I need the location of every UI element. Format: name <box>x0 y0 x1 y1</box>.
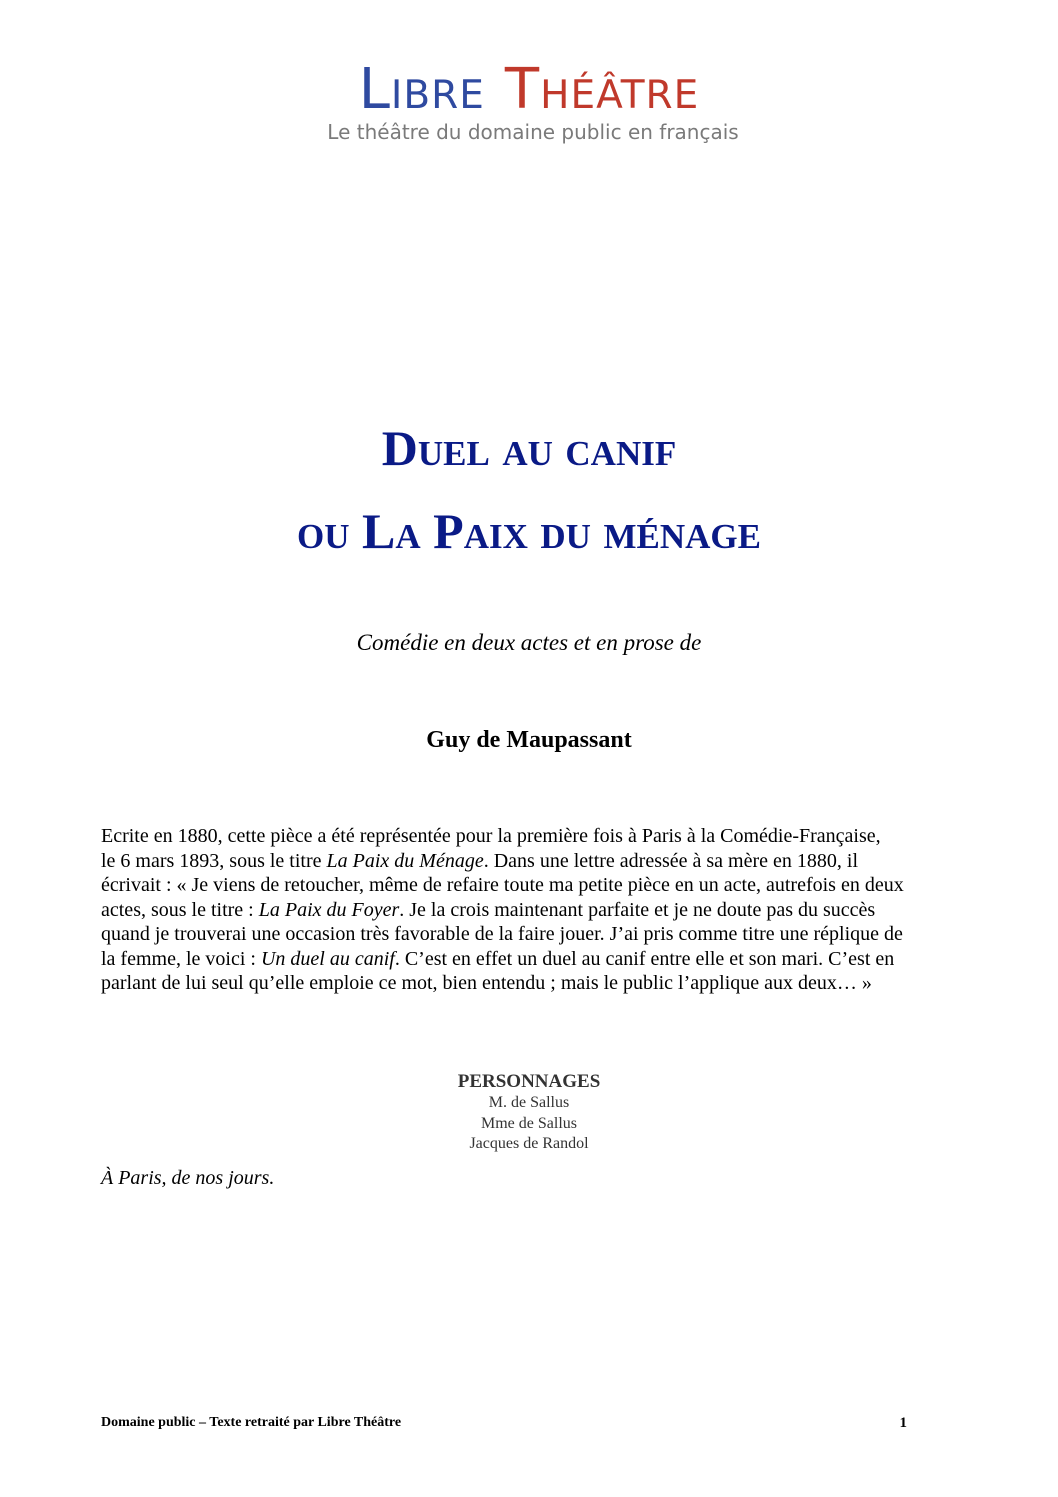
intro-text: la femme, le voici : <box>101 947 261 970</box>
logo-wordmark <box>0 58 1058 122</box>
logo-tagline: Le théâtre du domaine public en français <box>327 120 739 144</box>
intro-italic-title: Un duel au canif <box>260 947 395 970</box>
personnages-heading: PERSONNAGES <box>457 1071 601 1092</box>
personnage-item: M. de Sallus <box>488 1094 570 1111</box>
intro-line <box>101 849 961 874</box>
intro-text: le 6 mars 1893, sous le titre <box>101 849 327 872</box>
author-name: Guy de Maupassant <box>426 727 632 753</box>
intro-italic-title: La Paix du Foyer <box>258 898 400 921</box>
play-title-line-2: ou La Paix du ménage <box>297 503 761 559</box>
intro-line <box>101 947 961 972</box>
personnage-item: Jacques de Randol <box>469 1135 589 1152</box>
setting-note: À Paris, de nos jours. <box>101 1167 275 1189</box>
play-title-line-1: Duel au canif <box>381 420 677 476</box>
site-logo <box>0 58 1058 144</box>
logo-word-theatre: Théâtre <box>504 57 700 122</box>
personnages-list <box>0 1071 1058 1155</box>
intro-paragraph <box>101 824 961 996</box>
page-number: 1 <box>899 1415 907 1431</box>
logo-word-libre: Libre <box>358 57 485 122</box>
personnage-item: Mme de Sallus <box>481 1114 577 1132</box>
intro-line: écrivait : « Je viens de retoucher, même de refaire toute ma petite pièce en un acte, autrefois en deux <box>101 874 904 896</box>
play-subtitle: Comédie en deux actes et en prose de <box>356 630 702 655</box>
intro-line: quand je trouverai une occasion très favorable de la faire jouer. J’ai pris comme titre une réplique de <box>101 923 903 945</box>
intro-text: actes, sous le titre : <box>101 898 259 921</box>
intro-text: . Dans une lettre adressée à sa mère en 1880, il <box>483 849 859 872</box>
intro-line: parlant de lui seul qu’elle emploie ce mot, bien entendu ; mais le public l’applique aux deux… » <box>101 972 872 994</box>
footer-credit: Domaine public – Texte retraité par Libre Théâtre <box>101 1415 402 1430</box>
intro-line: Ecrite en 1880, cette pièce a été représentée pour la première fois à Paris à la Comédie-Française, <box>101 825 881 847</box>
intro-italic-title: La Paix du Ménage <box>326 849 484 872</box>
intro-text: . C’est en effet un duel au canif entre elle et son mari. C’est en <box>394 947 895 970</box>
intro-text: . Je la crois maintenant parfaite et je ne doute pas du succès <box>399 898 876 921</box>
intro-line <box>101 898 961 923</box>
